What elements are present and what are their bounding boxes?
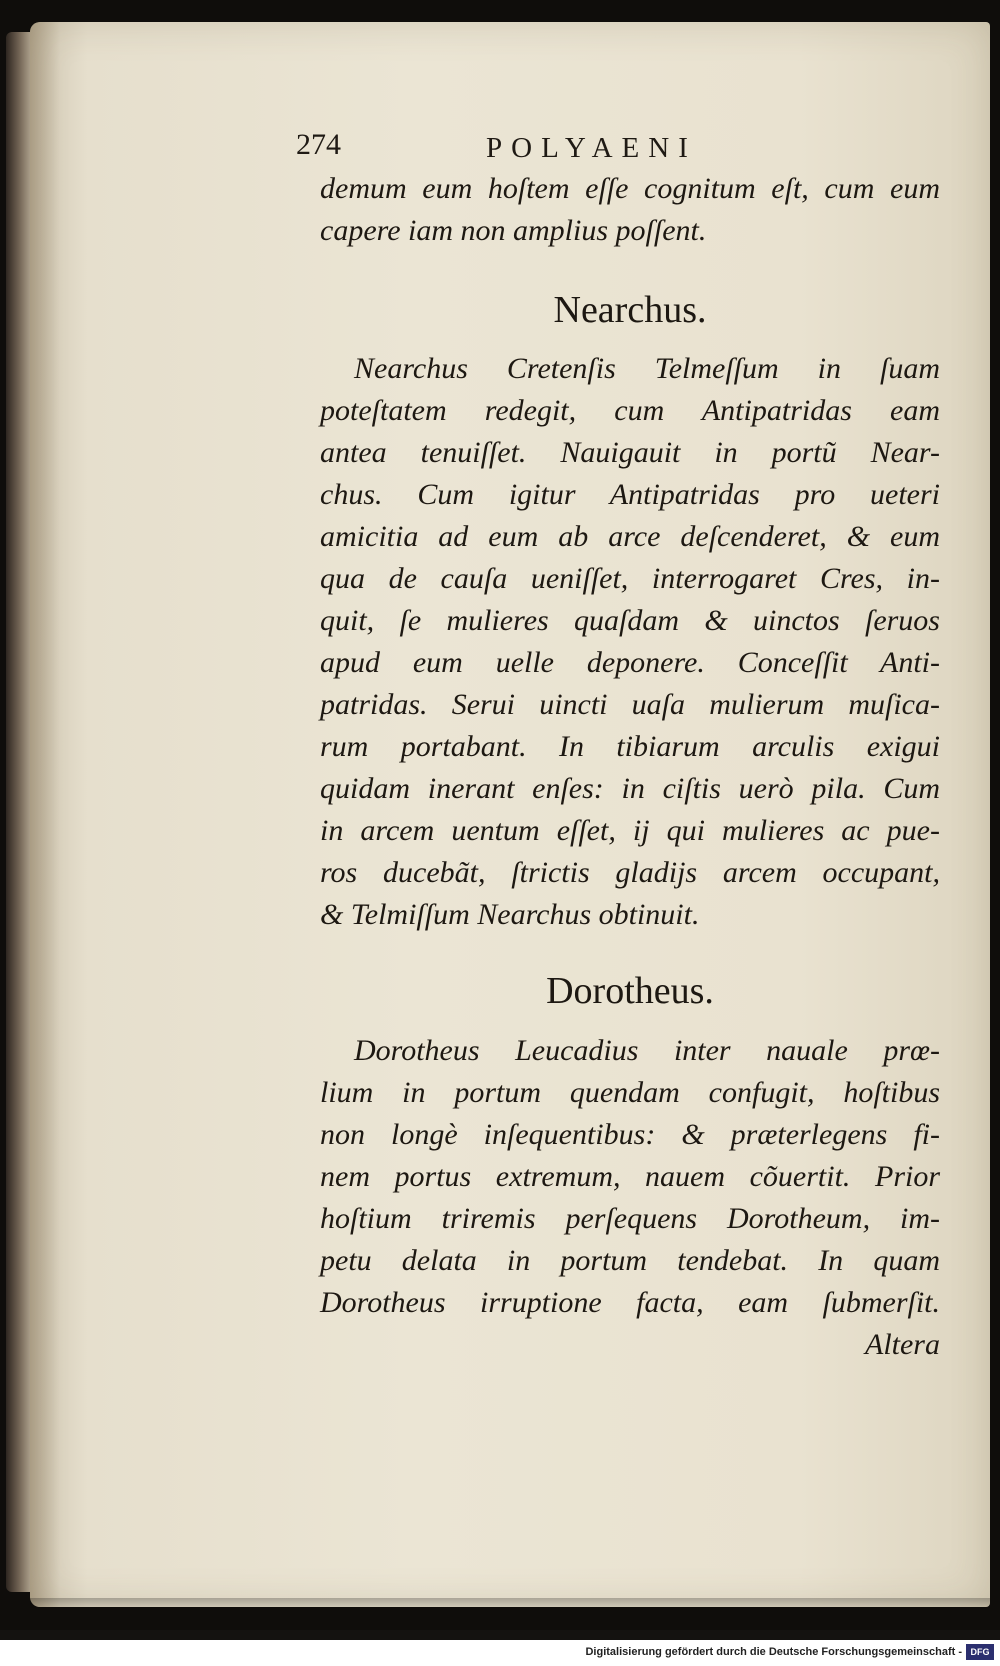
- text-line: patridas. Serui uincti uaſa mulierum muſica-: [320, 688, 940, 721]
- dfg-logo: DFG: [966, 1644, 994, 1660]
- running-head: POLYAENI: [486, 132, 697, 164]
- text-line: & Telmiſſum Nearchus obtinuit.: [320, 898, 700, 931]
- section-heading-nearchus: Nearchus.: [553, 289, 707, 331]
- text-line: Dorotheus irruptione facta, eam ſubmerſit.: [320, 1286, 940, 1319]
- text-line: non longè inſequentibus: & præterlegens fi-: [320, 1118, 940, 1151]
- page-header: [296, 128, 876, 168]
- text-line: qua de cauſa ueniſſet, interrogaret Cres, in-: [320, 562, 940, 595]
- paragraph-dorotheus: [320, 1030, 940, 1324]
- text-block: [320, 168, 940, 1366]
- page-bottom-shadow: [30, 1598, 990, 1610]
- page-number: 274: [296, 128, 341, 161]
- paragraph-nearchus: [320, 348, 940, 936]
- footer-bar: [0, 1640, 1000, 1666]
- text-line: in arcem uentum eſſet, ij qui mulieres ac pue-: [320, 814, 940, 847]
- text-line: nem portus extremum, nauem cõuertit. Prior: [320, 1160, 940, 1193]
- text-line: quit, ſe mulieres quaſdam & uinctos ſeruos: [320, 604, 940, 637]
- text-line: capere iam non amplius poſſent.: [320, 214, 707, 247]
- footer-credit: Digitalisierung gefördert durch die Deutsche Forschungsgemeinschaft -: [585, 1646, 962, 1658]
- text-line: Dorotheus Leucadius inter nauale prœ-: [354, 1034, 940, 1067]
- text-line: poteſtatem redegit, cum Antipatridas eam: [320, 394, 940, 427]
- text-line: rum portabant. In tibiarum arculis exigui: [320, 730, 940, 763]
- text-line: chus. Cum igitur Antipatridas pro ueteri: [320, 478, 940, 511]
- text-line: amicitia ad eum ab arce deſcenderet, & eum: [320, 520, 940, 553]
- text-line: Nearchus Cretenſis Telmeſſum in ſuam: [354, 352, 940, 385]
- text-line: demum eum hoſtem eſſe cognitum eſt, cum eum: [320, 172, 940, 205]
- text-line: lium in portum quendam confugit, hoſtibus: [320, 1076, 940, 1109]
- text-line: apud eum uelle deponere. Conceſſit Anti-: [320, 646, 940, 679]
- section-heading-dorotheus: Dorotheus.: [546, 970, 714, 1012]
- text-line: hoſtium triremis perſequens Dorotheum, im-: [320, 1202, 940, 1235]
- text-line: quidam inerant enſes: in ciſtis uerò pila. Cum: [320, 772, 940, 805]
- page-gutter-shadow: [30, 22, 60, 1607]
- catchword: Altera: [865, 1328, 940, 1361]
- text-line: petu delata in portum tendebat. In quam: [320, 1244, 940, 1277]
- text-line: antea tenuiſſet. Nauigauit in portũ Near-: [320, 436, 940, 469]
- text-line: ros ducebãt, ſtrictis gladijs arcem occupant,: [320, 856, 940, 889]
